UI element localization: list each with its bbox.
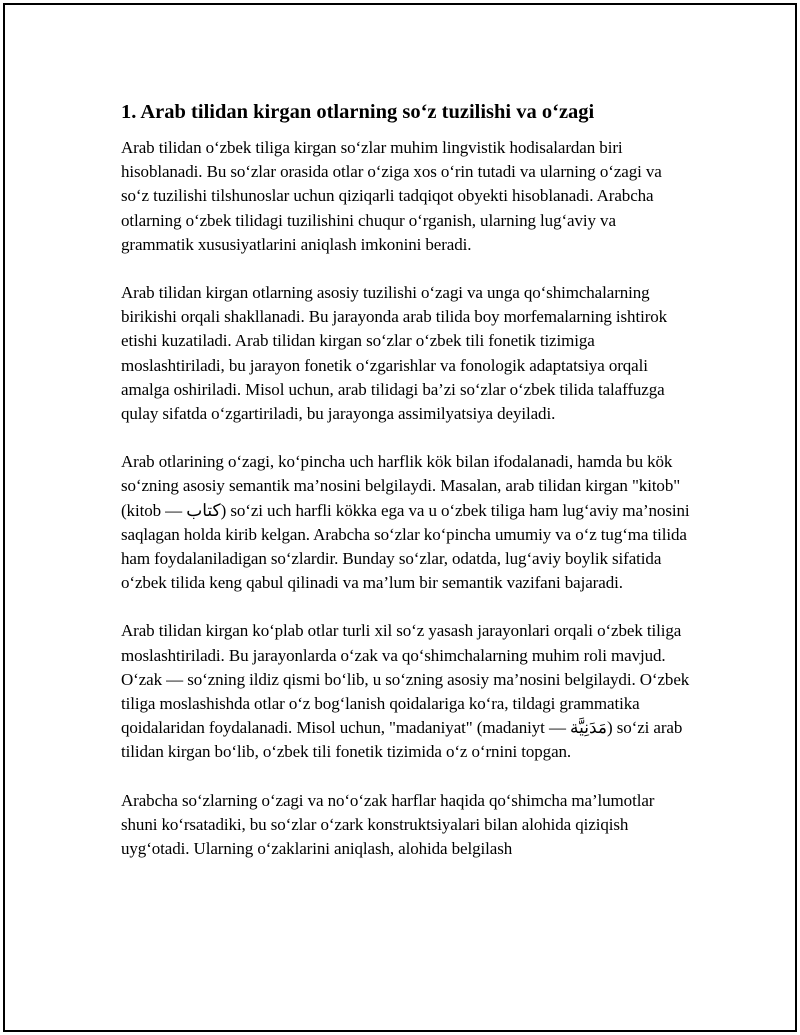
section-heading: 1. Arab tilidan kirgan otlarning so‘z tuzilishi va o‘zagi <box>121 101 595 123</box>
page-frame <box>3 3 797 1032</box>
paragraph-1: Arab tilidan o‘zbek tiliga kirgan so‘zlar muhim lingvistik hodisalardan biri hisoblanadi. Bu so‘zlar orasida otlar o‘ziga xos o‘rin tutadi va ularning o‘zagi va so‘z tuzilishi tilshunoslar uchun qiziqarli tadqiqot obyekti hisoblanadi. Arabcha otlarning o‘zbek tilidagi tuzilishini chuqur o‘rganish, ularning lug‘aviy va grammatik xususiyatlarini aniqlash imkonini beradi. <box>121 138 662 254</box>
paragraph-4: Arab tilidan kirgan ko‘plab otlar turli xil so‘z yasash jarayonlari orqali o‘zbek tiliga moslashtiriladi. Bu jarayonlarda o‘zak va qo‘shimchalarning muhim roli mavjud. O‘zak — so‘zning ildiz qismi bo‘lib, u so‘zning asosiy ma’nosini belgilaydi. O‘zbek tiliga moslashishda otlar o‘z bog‘lanish qoidalariga ko‘ra, tildagi grammatika qoidalaridan foydalanadi. Misol uchun, "madaniyat" (madaniyt — مَدَنِيَّة) so‘zi arab tilidan kirgan bo‘lib, o‘zbek tili fonetik tizimida o‘z o‘rnini topgan. <box>121 621 690 762</box>
document-body <box>121 99 691 885</box>
paragraph-3: Arab otlarining o‘zagi, ko‘pincha uch harflik kök bilan ifodalanadi, hamda bu kök so‘zning asosiy semantik ma’nosini belgilaydi. Masalan, arab tilidan kirgan "kitob" (kitob — كتاب) so‘zi uch harfli kökka ega va u o‘zbek tiliga ham lug‘aviy ma’nosini saqlagan holda kirib kelgan. Arabcha so‘zlar ko‘pincha umumiy va o‘z tug‘ma tilida ham foydalaniladigan so‘zlardir. Bunday so‘zlar, odatda, lug‘aviy boylik sifatida o‘zbek tilida keng qabul qilinadi va ma’lum bir semantik vazifani bajaradi. <box>121 452 690 593</box>
paragraph-2: Arab tilidan kirgan otlarning asosiy tuzilishi o‘zagi va unga qo‘shimchalarning birikishi orqali shakllanadi. Bu jarayonda arab tilida boy morfemalarning ishtirok etishi kuzatiladi. Arab tilidan kirgan so‘zlar o‘zbek tili fonetik tizimiga moslashtiriladi, bu jarayon fonetik o‘zgarishlar va fonologik adaptatsiya orqali amalga oshiriladi. Misol uchun, arab tilidagi ba’zi so‘zlar o‘zbek tilida talaffuzga qulay sifatda o‘zgartiriladi, bu jarayonga assimilyatsiya deyiladi. <box>121 283 668 424</box>
paragraph-5: Arabcha so‘zlarning o‘zagi va no‘o‘zak harflar haqida qo‘shimcha ma’lumotlar shuni ko‘rsatadiki, bu so‘zlar o‘zark konstruktsiyalari bilan alohida qiziqish uyg‘otadi. Ularning o‘zaklarini aniqlash, alohida belgilash <box>121 790 655 859</box>
